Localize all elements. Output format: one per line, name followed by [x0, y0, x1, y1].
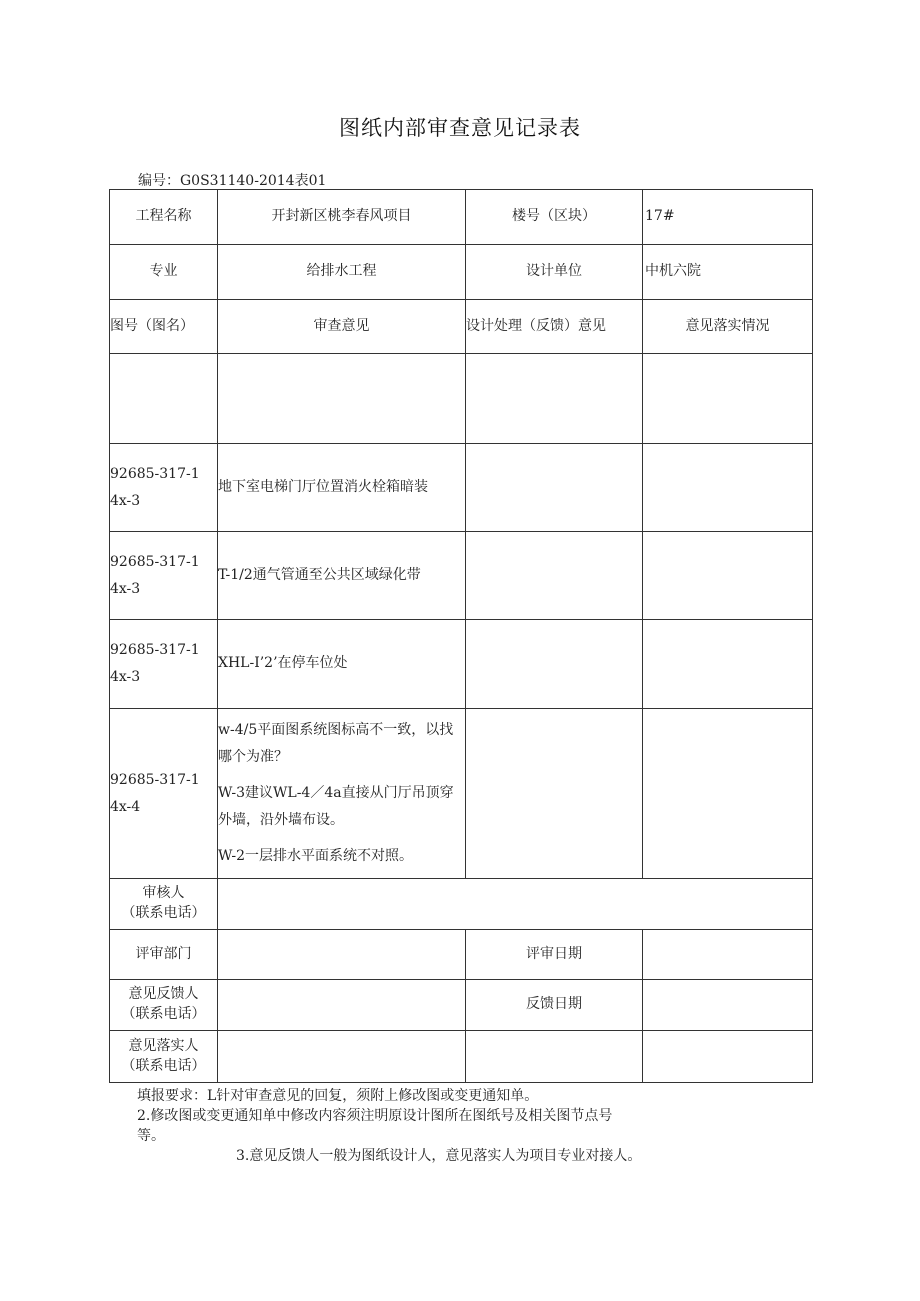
design-unit-label: 设计单位: [466, 245, 643, 300]
reviewer-label: 审核人 （联系电话）: [110, 879, 218, 930]
feedback-cell[interactable]: [466, 354, 643, 444]
design-unit-value[interactable]: 中机六院: [643, 245, 813, 300]
opinion-cell[interactable]: [218, 620, 466, 709]
building-number-label: 楼号（区块）: [466, 190, 643, 245]
review-dept-value[interactable]: [218, 930, 466, 980]
note-line: 2.修改图或变更通知单中修改内容须注明原设计图所在图纸号及相关图节点号: [137, 1108, 613, 1124]
implementer-extra-cell[interactable]: [643, 1031, 813, 1083]
drawing-cell[interactable]: 92685-317-1 4x-3: [110, 532, 218, 620]
specialty-label: 专业: [110, 245, 218, 300]
review-record-table: [109, 189, 813, 1083]
note-line: 3.意见反馈人一般为图纸设计人，意见落实人为项目专业对接人。: [236, 1148, 642, 1164]
reviewer-row: [110, 879, 813, 930]
opinion-cell[interactable]: [218, 709, 466, 879]
opinion-cell[interactable]: [218, 444, 466, 532]
opinion-cell[interactable]: [218, 354, 466, 444]
drawing-cell[interactable]: [110, 354, 218, 444]
feedback-cell[interactable]: [466, 532, 643, 620]
opinion-text: w-4/5平面图系统图标高不一致，以找哪个为准？: [218, 722, 454, 765]
specialty-value[interactable]: 给排水工程: [218, 245, 466, 300]
note-line: 等。: [137, 1128, 165, 1144]
feedback-cell[interactable]: [466, 444, 643, 532]
page-title: 图纸内部审查意见记录表: [339, 116, 581, 140]
reviewer-value[interactable]: [218, 879, 813, 930]
opinion-text: T-1/2通气管通至公共区域绿化带: [218, 566, 421, 583]
implementer-label: 意见落实人 （联系电话）: [110, 1031, 218, 1083]
implementation-cell[interactable]: [643, 709, 813, 879]
implementer-row: [110, 1031, 813, 1083]
implementation-cell[interactable]: [643, 620, 813, 709]
implementer-extra-cell[interactable]: [466, 1031, 643, 1083]
feedback-cell[interactable]: [466, 620, 643, 709]
column-header-row: [110, 300, 813, 354]
building-number-value[interactable]: 17#: [643, 190, 813, 245]
column-header-implementation: 意见落实情况: [643, 300, 813, 354]
drawing-cell[interactable]: 92685-317-1 4x-4: [110, 709, 218, 879]
column-header-feedback: 设计处理（反馈）意见: [466, 300, 643, 354]
feedback-person-value[interactable]: [218, 980, 466, 1031]
implementation-cell[interactable]: [643, 354, 813, 444]
table-row: [110, 532, 813, 620]
feedback-date-value[interactable]: [643, 980, 813, 1031]
feedback-person-row: [110, 980, 813, 1031]
feedback-cell[interactable]: [466, 709, 643, 879]
note-line: 填报要求：L针对审查意见的回复，须附上修改图或变更通知单。: [137, 1088, 539, 1104]
drawing-cell[interactable]: 92685-317-1 4x-3: [110, 620, 218, 709]
implementer-value[interactable]: [218, 1031, 466, 1083]
feedback-person-label: 意见反馈人 （联系电话）: [110, 980, 218, 1031]
feedback-date-label: 反馈日期: [466, 980, 643, 1031]
opinion-text: W-3建议WL-4／4a直接从门厅吊顶穿外墙，沿外墙布设。: [218, 785, 454, 828]
table-row: [110, 620, 813, 709]
column-header-opinion: 审查意见: [218, 300, 466, 354]
document-number: 编号：G0S31140-2014表01: [138, 173, 327, 189]
table-row: [110, 709, 813, 879]
review-dept-label: 评审部门: [110, 930, 218, 980]
project-name-label: 工程名称: [110, 190, 218, 245]
specialty-row: [110, 245, 813, 300]
implementation-cell[interactable]: [643, 444, 813, 532]
table-row: [110, 444, 813, 532]
implementation-cell[interactable]: [643, 532, 813, 620]
review-date-value[interactable]: [643, 930, 813, 980]
project-row: [110, 190, 813, 245]
review-date-label: 评审日期: [466, 930, 643, 980]
opinion-text: XHL-I’2’在停车位处: [218, 655, 348, 672]
opinion-cell[interactable]: [218, 532, 466, 620]
drawing-cell[interactable]: 92685-317-1 4x-3: [110, 444, 218, 532]
column-header-drawing: 图号（图名）: [110, 300, 218, 354]
opinion-text: 地下室电梯门厅位置消火栓箱暗装: [218, 478, 428, 495]
project-name-value[interactable]: 开封新区桃李春风项目: [218, 190, 466, 245]
review-dept-row: [110, 930, 813, 980]
table-row: [110, 354, 813, 444]
opinion-text: W-2一层排水平面系统不对照。: [218, 848, 414, 865]
